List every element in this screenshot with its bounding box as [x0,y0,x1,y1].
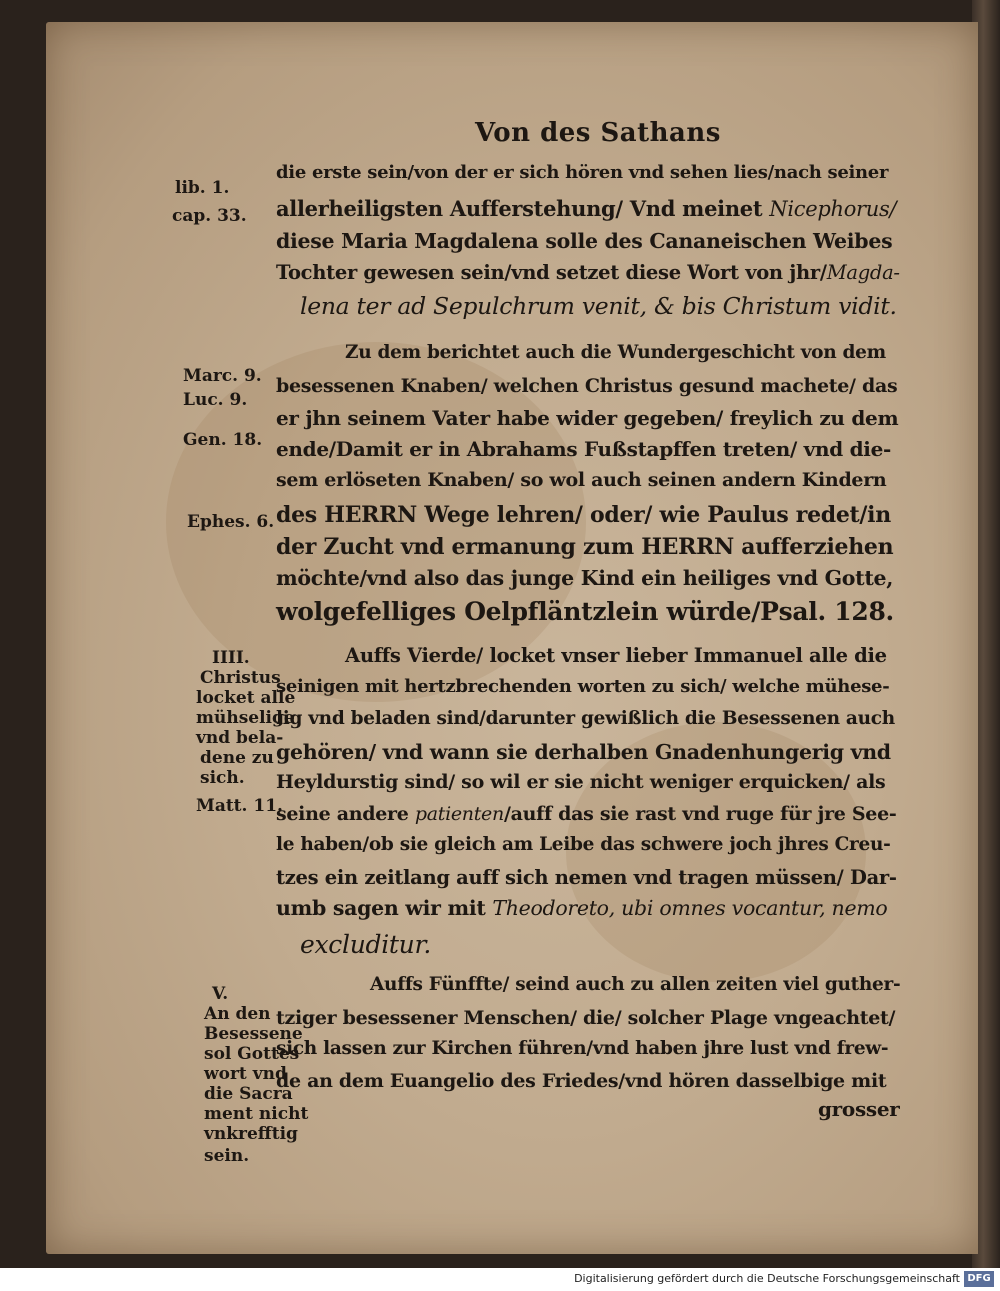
margin-note: Gen. 18. [183,430,263,450]
text-line [276,866,897,889]
line-text: gehören/ vnd wann sie derhalben Gnadenhungerig vnd [276,740,891,764]
line-text: Zu dem berichtet auch die Wundergeschicht von dem [345,342,886,363]
text-line [300,930,431,959]
margin-note: dene zu [200,748,274,768]
text-line [276,162,888,183]
line-text: ende/Damit er in Abrahams Fußstapffen treten/ vnd die- [276,437,892,461]
line-text: Heyldurstig sind/ so wil er sie nicht weniger erquicken/ als [276,771,886,793]
line-text: de an dem Euangelio des Friedes/vnd hören dasselbige mit [276,1070,887,1092]
text-line [345,644,887,667]
margin-note: vnkrefftig [204,1124,298,1144]
text-line [345,342,886,363]
line-latin: lena ter ad Sepulchrum venit, & bis Christum vidit. [300,292,897,320]
text-line [276,261,900,284]
line-text: sem erlöseten Knaben/ so wol auch seinen andern Kindern [276,469,887,491]
text-line [276,771,885,793]
margin-note: locket alle [196,688,296,708]
text-line [276,534,893,560]
margin-note: lib. 1. [175,178,230,198]
margin-note: die Sacra [204,1084,293,1104]
margin-note: wort vnd [204,1064,287,1084]
line-text: umb sagen wir mit [276,896,493,920]
line-text: grosser [818,1097,900,1121]
margin-note: Ephes. 6. [187,512,275,532]
margin-note: IIII. [212,648,250,668]
line-text: Tochter gewesen sein/vnd setzet diese Wort von jhr/ [276,261,827,284]
text-line [276,1070,886,1092]
text-line [276,896,887,920]
margin-note: cap. 33. [172,206,247,226]
margin-note: Besessene [204,1024,303,1044]
text-line [276,437,891,461]
line-text: des HERRN Wege lehren/ oder/ wie Paulus redet/in [276,502,891,528]
line-latin: Nicephorus/ [769,197,897,221]
footer-bar [0,1268,1000,1291]
text-line [818,1097,900,1121]
text-line [276,566,893,590]
text-line [276,1007,895,1029]
margin-note: sich. [200,768,245,788]
text-line [276,597,894,626]
line-text: tzes ein zeitlang auff sich nemen vnd tragen müssen/ Dar- [276,866,897,889]
line-text: Auffs Vierde/ locket vnser lieber Immanuel alle die [345,644,887,667]
line-text: le haben/ob sie gleich am Leibe das schwere joch jhres Creu- [276,834,891,855]
line-text: diese Maria Magdalena solle des Cananeischen Weibes [276,229,893,253]
line-text: besessenen Knaben/ welchen Christus gesund machete/ das [276,375,898,397]
line-text: der Zucht vnd ermanung zum HERRN aufferziehen [276,534,894,560]
line-text: seinigen mit hertzbrechenden worten zu sich/ welche mühese- [276,676,890,697]
margin-note: ment nicht [204,1104,309,1124]
dfg-logo: DFG [964,1271,994,1287]
line-latin: Magda- [826,261,900,284]
text-line [276,740,891,764]
line-text: Auffs Fünffte/ seind auch zu allen zeiten viel guther- [370,974,901,995]
line-text: sich lassen zur Kirchen führen/vnd haben jhre lust vnd frew- [276,1038,889,1059]
text-line [276,676,889,697]
margin-note: Luc. 9. [183,390,248,410]
text-line [300,292,897,320]
text-line [370,974,900,995]
text-line [276,406,898,430]
margin-note: V. [212,984,229,1004]
line-text: wolgefelliges Oelpfläntzlein würde/Psal. 128. [276,597,894,626]
margin-note: sol Gottes [204,1044,300,1064]
line-text: die erste sein/von der er sich hören vnd sehen lies/nach seiner [276,162,889,183]
line-text-after: /auff das sie rast vnd ruge für jre See- [503,803,897,825]
text-line [276,834,890,855]
text-line [276,502,891,528]
text-line [276,196,896,221]
footer-credit: Digitalisierung gefördert durch die Deutsche Forschungsgemeinschaft [574,1272,960,1285]
running-header: Von des Sathans [475,118,721,148]
margin-note: Christus [200,668,281,688]
line-text: lig vnd beladen sind/darunter gewißlich die Besessenen auch [276,708,895,729]
margin-note: vnd bela- [196,728,284,748]
line-text: allerheiligsten Aufferstehung/ Vnd meinet [276,196,770,221]
margin-note: Marc. 9. [183,366,262,386]
text-line [276,803,896,825]
text-line [276,229,892,253]
line-latin: Theodoreto, ubi omnes vocantur, nemo [492,896,888,920]
text-line [276,708,895,729]
text-line [276,1038,888,1059]
line-latin: excluditur. [300,930,431,959]
text-line [276,375,897,397]
line-text: er jhn seinem Vater habe wider gegeben/ freylich zu dem [276,406,899,430]
line-latin: patienten [414,803,504,825]
line-text: möchte/vnd also das junge Kind ein heiliges vnd Gotte, [276,566,894,590]
margin-note: An den [204,1004,271,1024]
margin-note: mühselige [196,708,295,728]
margin-note: Matt. 11. [196,796,283,816]
line-text: seine andere [276,803,415,825]
line-text: tziger besessener Menschen/ die/ solcher Plage vngeachtet/ [276,1007,896,1029]
text-line [276,469,886,491]
margin-note: sein. [204,1146,250,1166]
